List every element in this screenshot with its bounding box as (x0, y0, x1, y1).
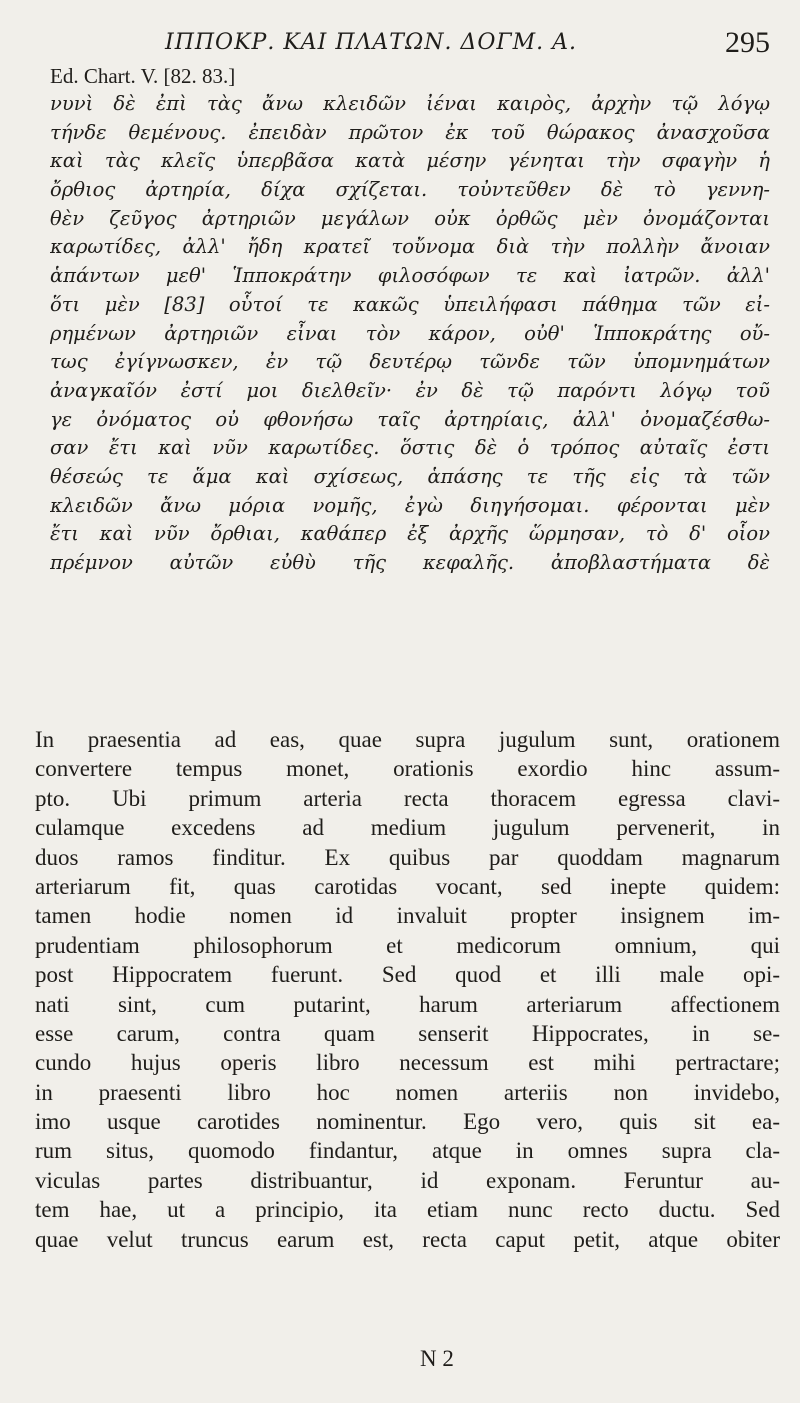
latin-text-line: post Hippocratem fuerunt. Sed quod et illi male opi- (35, 962, 780, 988)
greek-text-line: νυνὶ δὲ ἐπὶ τὰς ἄνω κλειδῶν ἰέναι καιρὸς, ἀρχὴν τῷ λόγῳ (50, 92, 770, 115)
greek-text-line: τως ἐγίγνωσκεν, ἐν τῷ δευτέρῳ τῶνδε τῶν ὑπομνημάτων (50, 350, 770, 374)
greek-text-line: σαν ἔτι καὶ νῦν καρωτίδες. ὅστις δὲ ὁ τρόπος αὐταῖς ἐστι (50, 436, 770, 460)
signature-mark: N 2 (420, 1346, 454, 1371)
greek-text-line: ὄρθιος ἀρτηρία, δίχα σχίζεται. τοὐντεῦθεν δὲ τὸ γεννη- (50, 178, 770, 202)
greek-text-line: θέσεώς τε ἅμα καὶ σχίσεως, ἁπάσης τε τῆς εἰς τὰ τῶν (50, 464, 770, 488)
latin-text-line: pto. Ubi primum arteria recta thoracem egressa clavi- (35, 785, 780, 811)
latin-text-line: nati sint, cum putarint, harum arteriarum affectionem (35, 991, 780, 1017)
latin-text-line: tem hae, ut a principio, ita etiam nunc recto ductu. Sed (35, 1197, 780, 1223)
latin-text-line: tamen hodie nomen id invaluit propter insignem im- (35, 903, 780, 929)
running-head (50, 28, 770, 62)
latin-text-line: esse carum, contra quam senserit Hippocrates, in se- (35, 1020, 780, 1046)
greek-text-line: τήνδε θεμένους. ἐπειδὰν πρῶτον ἐκ τοῦ θώρακος ἀνασχοῦσα (50, 120, 770, 144)
greek-text-line: ὅτι μὲν [83] οὗτοί τε κακῶς ὑπειλήφασι πάθημα τῶν εἰ- (50, 292, 770, 316)
latin-text-line: rum situs, quomodo findantur, atque in omnes supra cla- (35, 1138, 780, 1164)
latin-text-line: arteriarum fit, quas carotidas vocant, sed inepte quidem: (35, 873, 780, 899)
latin-text-line: prudentiam philosophorum et medicorum omnium, qui (35, 932, 780, 958)
latin-text-line: imo usque carotides nominentur. Ego vero, quis sit ea- (35, 1109, 780, 1135)
latin-text-line: in praesenti libro hoc nomen arteriis non invidebo, (35, 1079, 780, 1105)
latin-text-line: convertere tempus monet, orationis exordio hinc assum- (35, 756, 780, 782)
latin-text-line: cundo hujus operis libro necessum est mihi pertractare; (35, 1050, 780, 1076)
latin-translation-block (35, 725, 780, 1254)
edition-reference: Ed. Chart. V. [82. 83.] (50, 64, 236, 88)
greek-text-line: κλειδῶν ἄνω μόρια νομῆς, ἐγὼ διηγήσομαι. φέρονται μὲν (50, 493, 770, 517)
greek-text-line: ἀναγκαῖόν ἐστί μοι διελθεῖν· ἐν δὲ τῷ παρόντι λόγῳ τοῦ (50, 378, 770, 402)
running-title: ΙΠΠΟΚΡ. ΚΑΙ ΠΛΑΤΩΝ. ΔΟΓΜ. Α. (165, 30, 578, 55)
greek-text-line: ἔτι καὶ νῦν ὄρθιαι, καθάπερ ἐξ ἀρχῆς ὥρμησαν, τὸ δ' οἷον (50, 522, 770, 546)
latin-text-line: viculas partes distribuantur, id exponam. Feruntur au- (35, 1167, 780, 1193)
greek-text-line: καὶ τὰς κλεῖς ὑπερβᾶσα κατὰ μέσην γένηται τὴν σφαγὴν ἡ (50, 149, 770, 173)
latin-text-line: duos ramos finditur. Ex quibus par quoddam magnarum (35, 844, 780, 870)
page-number: 295 (725, 26, 770, 59)
latin-text-line: quae velut truncus earum est, recta caput petit, atque obiter (35, 1226, 780, 1252)
greek-text-line: ρημένων ἀρτηριῶν εἶναι τὸν κάρον, οὐθ' Ἱπποκράτης οὔ- (50, 321, 770, 345)
greek-text-line: γε ὀνόματος οὐ φθονήσω ταῖς ἀρτηρίαις, ἀλλ' ὀνομαζέσθω- (50, 407, 770, 431)
greek-text-line: πρέμνον αὐτῶν εὐθὺ τῆς κεφαλῆς. ἀποβλαστήματα δὲ (50, 551, 770, 574)
latin-text-line: culamque excedens ad medium jugulum pervenerit, in (35, 815, 780, 841)
greek-text-block (50, 90, 770, 578)
greek-text-line: ἁπάντων μεθ' Ἱπποκράτην φιλοσόφων τε καὶ ἰατρῶν. ἀλλ' (50, 264, 770, 288)
greek-text-line: καρωτίδες, ἀλλ' ἤδη κρατεῖ τοὔνομα διὰ τὴν πολλὴν ἄνοιαν (50, 235, 770, 259)
latin-text-line: In praesentia ad eas, quae supra jugulum sunt, orationem (35, 727, 780, 752)
greek-text-line: θὲν ζεῦγος ἀρτηριῶν μεγάλων οὐκ ὀρθῶς μὲν ὀνομάζονται (50, 206, 770, 230)
